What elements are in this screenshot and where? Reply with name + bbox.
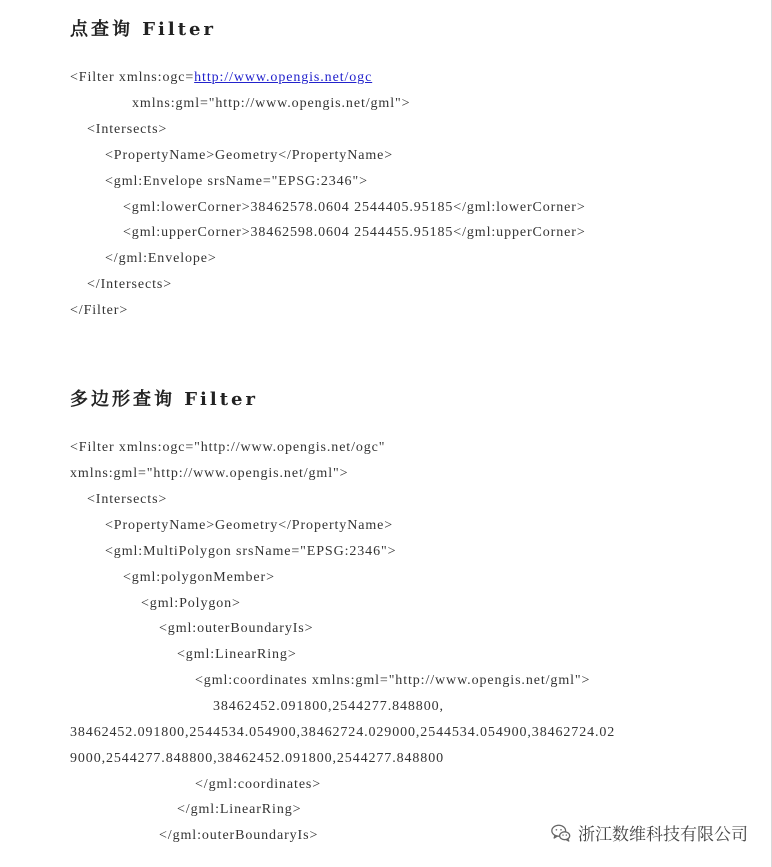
code-line: <Intersects> [87,492,168,507]
code-line: <gml:Envelope srsName="EPSG:2346"> [105,174,368,189]
code-line: </gml:LinearRing> [177,802,302,817]
ogc-namespace-link[interactable]: http://www.opengis.net/ogc [194,70,373,85]
code-line: 38462452.091800,2544534.054900,38462724.029000,2544534.054900,38462724.02 [70,725,616,740]
watermark [550,820,748,845]
code-line: <gml:outerBoundaryIs> [159,621,314,636]
code-line: <gml:polygonMember> [123,570,275,585]
code-line: xmlns:gml="http://www.opengis.net/gml"> [70,466,349,481]
code-line: <Filter xmlns:ogc="http://www.opengis.net/ogc" [70,440,386,455]
code-line: <gml:upperCorner>38462598.0604 2544455.95185</gml:upperCorner> [123,225,586,240]
code-line: </Filter> [70,303,129,318]
code-line: </gml:outerBoundaryIs> [159,828,319,843]
code-line: <PropertyName>Geometry</PropertyName> [105,518,394,533]
code-line: <PropertyName>Geometry</PropertyName> [105,148,394,163]
code-line: <Intersects> [87,122,168,137]
code-line: </gml:Envelope> [105,251,217,266]
code-line: xmlns:gml="http://www.opengis.net/gml"> [132,96,411,111]
code-line: </Intersects> [87,277,173,292]
code-line: </gml:coordinates> [195,777,322,792]
code-line: <gml:LinearRing> [177,647,297,662]
watermark-text: 浙江数维科技有限公司 [578,825,748,845]
wechat-icon [550,822,572,844]
polygon-query-heading: 多边形查询 Filter [70,389,258,410]
code-line: <gml:MultiPolygon srsName="EPSG:2346"> [105,544,397,559]
code-line-filter-open [70,69,372,87]
code-line: <gml:coordinates xmlns:gml="http://www.opengis.net/gml"> [195,673,591,688]
point-query-heading: 点查询 Filter [70,19,216,40]
code-line: 38462452.091800,2544277.848800, [213,699,444,714]
code-line: <gml:lowerCorner>38462578.0604 2544405.95185</gml:lowerCorner> [123,200,586,215]
code-line: 9000,2544277.848800,38462452.091800,2544277.848800 [70,751,444,766]
code-line: <gml:Polygon> [141,596,241,611]
code-text: <Filter xmlns:ogc= [70,70,195,85]
